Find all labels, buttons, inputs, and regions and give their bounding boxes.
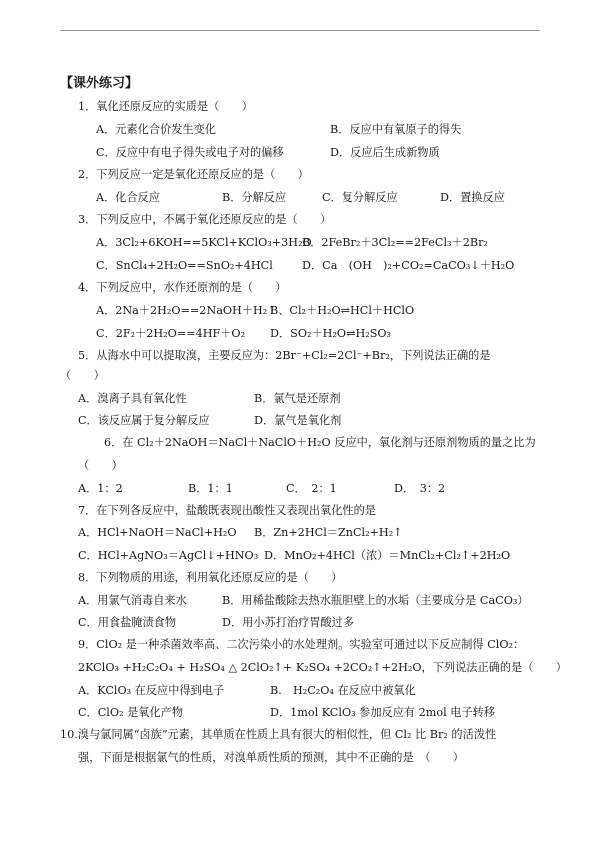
q4-option-d: D．SO₂＋H₂O⇌H₂SO₃: [270, 327, 392, 340]
q2-option-b: B．分解反应: [222, 191, 287, 204]
q9-stem: 9．ClO₂ 是一种杀菌效率高、二次污染小的水处理剂。实验室可通过以下反应制得 ClO₂：: [78, 638, 525, 651]
q5-stem-continued: （ ）: [60, 369, 105, 382]
q5-option-d: D．氯气是氧化剂: [254, 414, 342, 427]
q8-option-d: D．用小苏打治疗胃酸过多: [222, 616, 355, 629]
q6-option-a: A．1：2: [78, 482, 123, 495]
q2-option-c: C．复分解反应: [322, 191, 398, 204]
q5-option-b: B．氯气是还原剂: [254, 392, 341, 405]
q8-option-c: C．用食盐腌渍食物: [78, 616, 177, 629]
q6-option-c: C． 2：1: [286, 482, 337, 495]
q10-stem-continued: 强，下面是根据氯气的性质，对溴单质性质的预测，其中不正确的是 （ ）: [78, 751, 464, 764]
q3-option-d: D．Ca (OH )₂+CO₂=CaCO₃↓＋H₂O: [302, 259, 515, 272]
q8-option-b: B．用稀盐酸除去热水瓶胆壁上的水垢（主要成分是 CaCO₃）: [222, 594, 529, 607]
q7-option-d: D．MnO₂+4HCl（浓）＝MnCl₂+Cl₂↑+2H₂O: [264, 549, 511, 562]
q1-option-b: B．反应中有氧原子的得失: [330, 123, 462, 136]
q7-option-b: B．Zn+2HCl＝ZnCl₂+H₂↑: [254, 526, 403, 539]
q5-option-c: C．该反应属于复分解反应: [78, 414, 210, 427]
q6-option-d: D． 3：2: [394, 482, 446, 495]
q9-option-b: B. H₂C₂O₄ 在反应中被氧化: [270, 684, 416, 697]
header-rule: [60, 30, 540, 31]
q9-option-a: A．KClO₃ 在反应中得到电子: [78, 684, 225, 697]
q5-stem: 5．从海水中可以提取溴，主要反应为：2Br⁻+Cl₂=2Cl⁻+Br₂，下列说法正确的是: [78, 349, 491, 362]
q6-stem: 6．在 Cl₂＋2NaOH＝NaCl＋NaClO＋H₂O 反应中，氧化剂与还原剂物质的量之比为: [104, 436, 536, 449]
q7-option-c: C．HCl+AgNO₃＝AgCl↓+HNO₃: [78, 549, 259, 562]
q8-option-a: A．用氯气消毒自来水: [78, 594, 187, 607]
q9-equation: 2KClO₃ +H₂C₂O₄ + H₂SO₄ △ 2ClO₂↑+ K₂SO₄ +2CO₂↑+2H₂O，下列说法正确的是（ ）: [78, 661, 567, 674]
q4-option-c: C．2F₂＋2H₂O==4HF＋O₂: [96, 327, 246, 340]
q7-stem: 7．在下列各反应中，盐酸既表现出酸性又表现出氧化性的是: [78, 504, 376, 517]
q3-option-c: C．SnCl₄+2H₂O==SnO₂+4HCl: [96, 259, 273, 272]
q5-option-a: A．溴离子具有氧化性: [78, 392, 187, 405]
q1-option-a: A．元素化合价发生变化: [96, 123, 216, 136]
q6-option-b: B．1：1: [188, 482, 233, 495]
q1-option-d: D．反应后生成新物质: [330, 146, 440, 159]
q10-stem: 10.溴与氯同属“卤族”元素，其单质在性质上具有很大的相似性，但 Cl₂ 比 Br₂ 的活泼性: [60, 728, 497, 741]
q8-stem: 8．下列物质的用途，利用氧化还原反应的是（ ）: [78, 571, 343, 584]
q2-option-a: A．化合反应: [96, 191, 161, 204]
q1-option-c: C．反应中有电子得失或电子对的偏移: [96, 146, 284, 159]
q3-option-b: B．2FeBr₂＋3Cl₂==2FeCl₃＋2Br₂: [302, 236, 488, 249]
q3-stem: 3．下列反应中，不属于氧化还原反应的是（ ）: [78, 213, 332, 226]
q2-stem: 2．下列反应一定是氧化还原反应的是（ ）: [78, 168, 309, 181]
q9-option-c: C．ClO₂ 是氧化产物: [78, 706, 184, 719]
section-title: 【课外练习】: [60, 76, 139, 91]
q3-option-a: A．3Cl₂+6KOH==5KCl+KClO₃+3H₂O: [96, 236, 312, 249]
q1-stem: 1．氧化还原反应的实质是（ ）: [78, 100, 253, 113]
q2-option-d: D．置换反应: [440, 191, 505, 204]
q9-option-d: D．1mol KClO₃ 参加反应有 2mol 电子转移: [270, 706, 496, 719]
q4-option-b: B、Cl₂＋H₂O⇌HCl＋HClO: [270, 304, 415, 317]
q4-option-a: A．2Na＋2H₂O==2NaOH＋H₂↑: [96, 304, 277, 317]
q4-stem: 4．下列反应中，水作还原剂的是（ ）: [78, 281, 287, 294]
q7-option-a: A．HCl+NaOH＝NaCl+H₂O: [78, 526, 237, 539]
q6-stem-continued: （ ）: [78, 459, 123, 472]
